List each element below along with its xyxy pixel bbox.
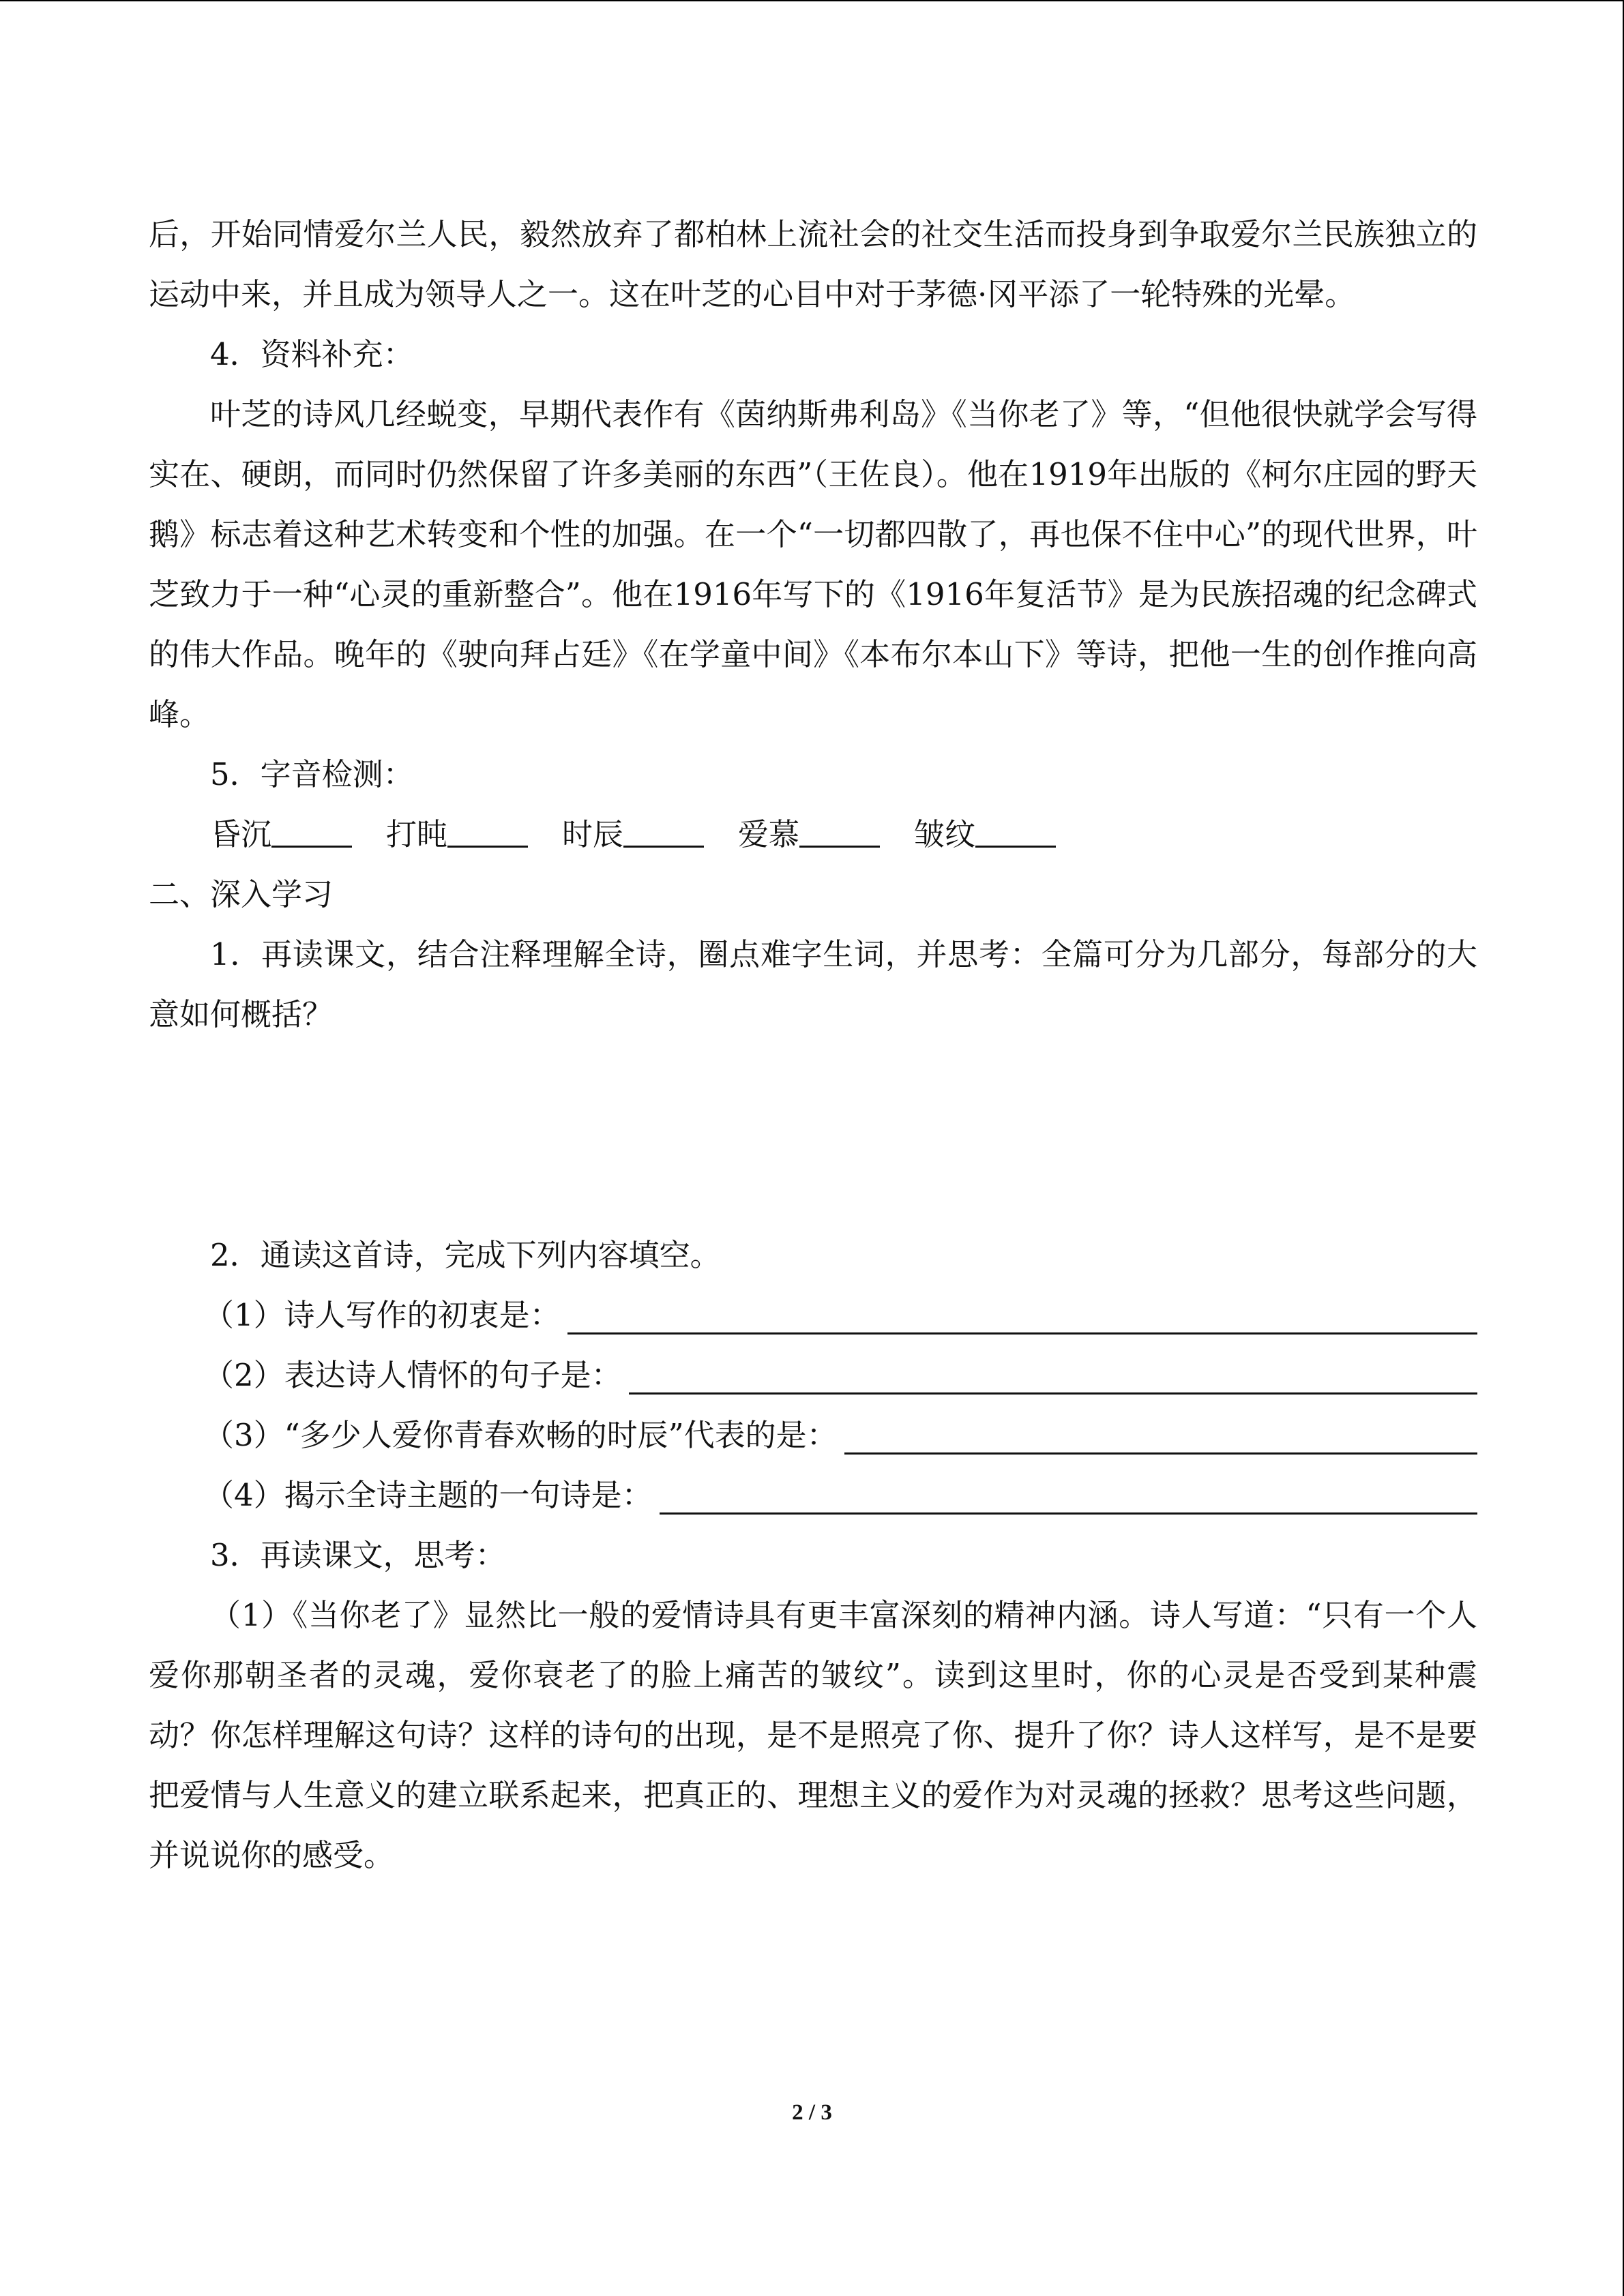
pinyin-blank[interactable] (799, 805, 880, 848)
intro-paragraph: 后，开始同情爱尔兰人民，毅然放弃了都柏林上流社会的社交生活而投身到争取爱尔兰民族独立的运动中来，并且成为领导人之一。这在叶芝的心目中对于茅德·冈平添了一轮特殊的光晕。 (149, 216, 1477, 312)
fill-blank-line[interactable] (844, 1417, 1477, 1455)
pinyin-item (914, 805, 1056, 865)
item5-title: 5．字音检测： (210, 756, 414, 792)
fill-blank-line[interactable] (567, 1297, 1477, 1335)
fill-label: （1）诗人写作的初衷是： (203, 1297, 561, 1333)
pinyin-blank[interactable] (271, 805, 352, 848)
fill-row-2 (149, 1345, 1477, 1405)
fill-label: （2）表达诗人情怀的句子是： (203, 1357, 622, 1393)
fill-blank-line[interactable] (660, 1477, 1477, 1515)
pinyin-check-row (149, 805, 1477, 865)
document-body (149, 205, 1477, 1885)
question3-body: （1）《当你老了》显然比一般的爱情诗具有更丰富深刻的精神内涵。诗人写道：“只有一个人爱你那朝圣者的灵魂，爱你衰老了的脸上痛苦的皱纹”。读到这里时，你的心灵是否受到某种震动？你怎样理解这句诗？这样的诗句的出现，是不是照亮了你、提升了你？诗人这样写，是不是要把爱情与人生意义的建立联系起来，把真正的、理想主义的爱作为对灵魂的拯救？思考这些问题，并说说你的感受。 (149, 1597, 1477, 1873)
question2-title: 2．通读这首诗，完成下列内容填空。 (210, 1237, 721, 1273)
page-number: 2 / 3 (792, 2100, 832, 2125)
item4-title: 4．资料补充： (210, 336, 414, 372)
pinyin-word: 爱慕 (738, 816, 800, 852)
pinyin-word: 皱纹 (914, 816, 976, 852)
fill-row-3 (149, 1405, 1477, 1465)
answer-space[interactable] (149, 1045, 1477, 1225)
pinyin-word: 时辰 (562, 816, 624, 852)
fill-label: （3）“多少人爱你青春欢畅的时辰”代表的是： (203, 1417, 838, 1453)
section2-title: 二、深入学习 (149, 876, 334, 912)
question3-title: 3．再读课文，思考： (210, 1537, 506, 1573)
pinyin-blank[interactable] (623, 805, 704, 848)
pinyin-word: 打盹 (386, 816, 448, 852)
pinyin-item (210, 805, 352, 865)
pinyin-blank[interactable] (975, 805, 1056, 848)
pinyin-word: 昏沉 (210, 816, 272, 852)
fill-label: （4）揭示全诗主题的一句诗是： (203, 1477, 653, 1513)
question1: 1．再读课文，结合注释理解全诗，圈点难字生词，并思考：全篇可分为几部分，每部分的大意如何概括？ (149, 936, 1477, 1032)
pinyin-blank[interactable] (447, 805, 528, 848)
fill-blank-line[interactable] (629, 1357, 1477, 1395)
pinyin-item (562, 805, 704, 865)
item4-body: 叶芝的诗风几经蜕变，早期代表作有《茵纳斯弗利岛》《当你老了》等，“但他很快就学会写得实在、硬朗，而同时仍然保留了许多美丽的东西”（王佐良）。他在1919年出版的《柯尔庄园的野天鹅》标志着这种艺术转变和个性的加强。在一个“一切都四散了，再也保不住中心”的现代世界，叶芝致力于一种“心灵的重新整合”。他在1916年写下的《1916年复活节》是为民族招魂的纪念碑式的伟大作品。晚年的《驶向拜占廷》《在学童中间》《本布尔本山下》等诗，把他一生的创作推向高峰。 (149, 396, 1477, 732)
fill-row-4 (149, 1465, 1477, 1525)
fill-row-1 (149, 1285, 1477, 1345)
pinyin-item (738, 805, 880, 865)
pinyin-item (386, 805, 528, 865)
